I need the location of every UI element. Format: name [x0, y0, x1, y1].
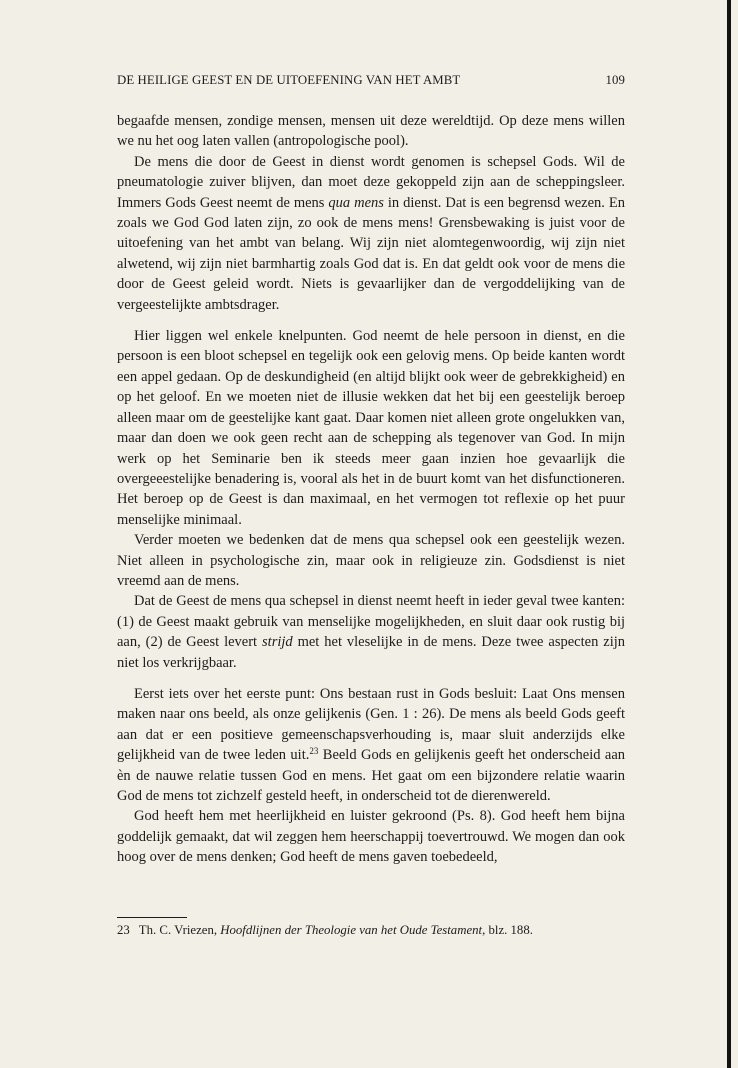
paragraph-4: Verder moeten we bedenken dat de mens qua schepsel ook een geestelijk wezen. Niet alleen in psychologische zin, maar ook in religieuze zin. Godsdienst is niet vreemd aan de mens. — [117, 532, 625, 589]
footnote-number: 23 — [117, 923, 130, 937]
body-text — [117, 111, 625, 868]
footnote-book-title: Hoofdlijnen der Theologie van het Oude Testament — [220, 923, 483, 937]
paragraph-5: Dat de Geest de mens qua schepsel in dienst neemt heeft in ieder geval twee kanten: (1) de Geest maakt gebruik van menselijke mogelijkheden, en sluit daar ook rustig bij aan, (2) de Geest levert strijd met het vleselijke in de mens. Deze twee aspecten zijn niet los verkrijgbaar. — [117, 593, 625, 671]
footnote-pages: , blz. 188. — [482, 923, 533, 937]
paragraph-7: God heeft hem met heerlijkheid en luister gekroond (Ps. 8). God heeft hem bijna goddelijk gemaakt, dat wil zeggen hem heerschappij toevertrouwd. We mogen dan ook hoog over de mens denken; God heeft de mens gaven toebedeeld, — [117, 808, 625, 866]
emphasis-strijd: strijd — [262, 634, 293, 651]
footnote — [117, 922, 625, 939]
paragraph-2: De mens die door de Geest in dienst wordt genomen is schepsel Gods. Wil de pneumatologie zuiver blijven, dan moet deze gekoppeld zijn aan de scheppingsleer. Immers Gods Geest neemt de mens qua mens in dienst. Dat is een begrensd wezen. En zoals we God God laten zijn, zo ook de mens mens! Grensbewaking is juist voor de uitoefening van het ambt van belang. Wij zijn niet alomtegenwoordig, wij zijn niet alwetend, wij zijn niet barmhartig zoals God dat is. En dat geldt ook voor de mens die door de Geest geleid wordt. Niets is gevaarlijker dan de vergoddelijking van de vergeestelijkte ambtsdrager. — [117, 153, 625, 313]
paragraph-1: begaafde mensen, zondige mensen, mensen uit deze wereldtijd. Op deze mens willen we nu het oog laten vallen (antropologische pool). — [117, 113, 625, 150]
footnote-divider — [117, 917, 187, 918]
footnote-author: Th. C. Vriezen, — [138, 923, 221, 937]
paragraph-3: Hier liggen wel enkele knelpunten. God neemt de hele persoon in dienst, en die persoon is een bloot schepsel en tegelijk ook een gelovig mens. Op beide kanten wordt een appel gedaan. Op de deskundigheid (en altijd blijkt ook weer de gebrekkigheid) en op het geloof. En we moeten niet de illusie wekken dat het bij een geestelijk beroep alleen maar om de geestelijke kant gaat. Daar komen niet alleen grote ongelukken van, maar dan doen we ook geen recht aan de schepping als tegenover van God. In mijn werk op het Seminarie ben ik steeds meer gaan inzien hoe gevaarlijk die overgeeestelijke benadering is, vooral als het in de buurt komt van het disfunctioneren. Het beroep op de Geest is dan maximaal, en het vermogen tot reflexie op het puur menselijke minimaal. — [117, 328, 625, 528]
emphasis-qua-mens: qua mens — [328, 194, 384, 211]
running-title: DE HEILIGE GEEST EN DE UITOEFENING VAN HET AMBT — [117, 73, 461, 87]
footnote-reference: 23 — [309, 746, 319, 757]
page-number: 109 — [605, 73, 625, 87]
page-edge-line — [727, 0, 731, 1068]
paragraph-6: Eerst iets over het eerste punt: Ons bestaan rust in Gods besluit: Laat Ons mensen maken naar ons beeld, als onze gelijkenis (Gen. 1 : 26). De mens als beeld Gods geeft aan dat er een positieve gemeenschapsverhouding is, maar sluit anderzijds elke gelijkheid van de twee leden uit.$^{23}$ Beeld Gods en gelijkenis geeft het onderscheid aan èn de nauwe relatie tussen God en mens. Het gaat om een bijzondere relatie waarin God de mens tot zichzelf gesteld heeft, in onderscheid tot de dierenwereld. — [117, 685, 626, 804]
